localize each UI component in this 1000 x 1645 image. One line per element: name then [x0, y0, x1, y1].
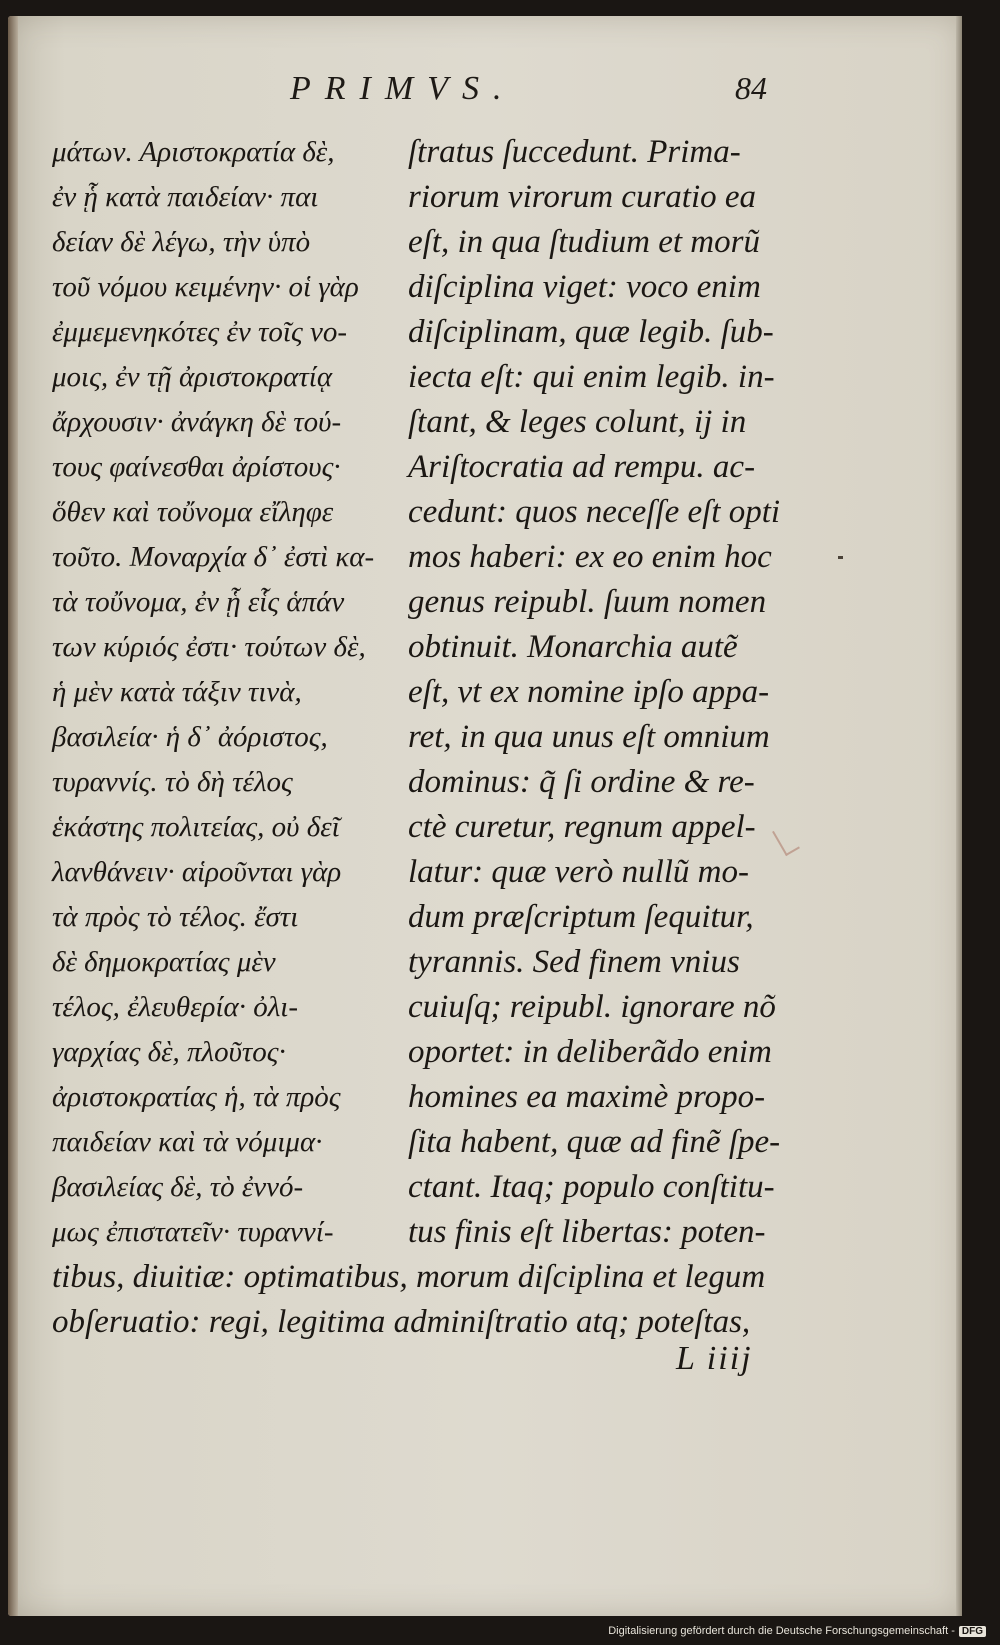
greek-text-line: δείαν δὲ λέγω, τὴν ὑπὸ — [52, 226, 311, 258]
latin-full-line: tibus, diuitiæ: optimatibus, morum diſciplina et legum — [52, 1259, 766, 1295]
latin-text-line: mos haberi: ex eo enim hoc — [408, 539, 772, 575]
greek-text-line: των κύριός ἐστι· τούτων δὲ, — [52, 631, 366, 663]
greek-text-line: τυραννίς. τὸ δὴ τέλος — [52, 766, 293, 798]
latin-full-line: obſeruatio: regi, legitima adminiſtratio atq; poteſtas, — [52, 1304, 751, 1340]
dfg-logo: DFG — [959, 1626, 986, 1637]
greek-text-line: βασιλεία· ἡ δ᾽ ἀόριστος, — [52, 721, 328, 753]
latin-text-line: oportet: in deliberãdo enim — [408, 1034, 772, 1070]
latin-text-line: cuiuſq; reipubl. ignorare nõ — [408, 989, 776, 1025]
latin-text-line: ſtant, & leges colunt, ij in — [408, 404, 747, 440]
greek-text-line: μάτων. Αριστοκρατία δὲ, — [52, 136, 335, 168]
greek-text-line: ἄρχουσιν· ἀνάγκη δὲ τού- — [52, 406, 342, 438]
greek-column — [52, 130, 402, 1255]
greek-text-line: λανθάνειν· αἱροῦνται γὰρ — [52, 856, 342, 888]
greek-text-line: δὲ δημοκρατίας μὲν — [52, 946, 276, 978]
latin-text-line: tyrannis. Sed finem vnius — [408, 944, 740, 980]
greek-text-line: ἑκάστης πολιτείας, οὐ δεῖ — [52, 811, 340, 843]
greek-text-line: τέλος, ἐλευθερία· ὀλι- — [52, 991, 299, 1023]
latin-text-line: cedunt: quos neceſſe eſt opti — [408, 494, 781, 530]
latin-text-line: obtinuit. Monarchia autẽ — [408, 629, 738, 665]
latin-text-line: ctant. Itaq; populo conſtitu- — [408, 1169, 775, 1205]
latin-text-line: ſita habent, quæ ad finẽ ſpe- — [408, 1124, 781, 1160]
latin-text-line: ſtratus ſuccedunt. Prima- — [408, 134, 741, 170]
running-head: PRIMVS. — [290, 70, 516, 107]
latin-text-line: ret, in qua unus eſt omnium — [408, 719, 770, 755]
full-width-lines — [52, 1255, 792, 1345]
folio-number: 84 — [735, 70, 767, 106]
page-fore-edge — [956, 16, 962, 1616]
greek-text-line: ὅθεν καὶ τοὔνομα εἴληφε — [52, 496, 334, 528]
latin-text-line: dominus: q̃ ſi ordine & re- — [408, 764, 755, 800]
latin-text-line: homines ea maximè propo- — [408, 1079, 766, 1115]
latin-column — [408, 130, 793, 1255]
latin-text-line: diſciplina viget: voco enim — [408, 269, 761, 305]
greek-text-line: ἡ μὲν κατὰ τάξιν τινὰ, — [52, 676, 302, 708]
latin-text-line: genus reipubl. ſuum nomen — [408, 584, 767, 620]
digitization-footer — [608, 1625, 986, 1637]
latin-text-line: ctè curetur, regnum appel- — [408, 809, 756, 845]
greek-text-line: ἐν ᾗ κατὰ παιδείαν· παι — [52, 181, 319, 213]
latin-text-line: eſt, vt ex nomine ipſo appa- — [408, 674, 770, 710]
latin-text-line: diſciplinam, quæ legib. ſub- — [408, 314, 774, 350]
page-spine-edge — [8, 16, 18, 1616]
greek-text-line: μοις, ἐν τῇ ἀριστοκρατίᾳ — [52, 361, 333, 393]
latin-text-line: tus finis eſt libertas: poten- — [408, 1214, 766, 1250]
greek-text-line: τοῦτο. Μοναρχία δ᾽ ἐστὶ κα- — [52, 541, 375, 573]
greek-text-line: τους φαίνεσθαι ἀρίστους· — [52, 451, 341, 483]
greek-text-line: τὰ τοὔνομα, ἐν ᾗ εἷς ἁπάν — [52, 586, 345, 618]
latin-text-line: Ariſtocratia ad rempu. ac- — [408, 449, 756, 485]
greek-text-line: παιδείαν καὶ τὰ νόμιμα· — [52, 1126, 323, 1158]
latin-text-line: latur: quæ verò nullũ mo- — [408, 854, 749, 890]
greek-text-line: βασιλείας δὲ, τὸ ἐννό- — [52, 1171, 304, 1203]
greek-text-line: μως ἐπιστατεῖν· τυραννί- — [52, 1216, 334, 1248]
latin-text-line: riorum virorum curatio ea — [408, 179, 757, 215]
footer-text: Digitalisierung gefördert durch die Deutsche Forschungsgemeinschaft - — [608, 1625, 955, 1637]
latin-text-line: dum præſcriptum ſequitur, — [408, 899, 754, 935]
greek-text-line: τοῦ νόμου κειμένην· οἱ γὰρ — [52, 271, 359, 303]
signature-mark: L iiij — [676, 1340, 753, 1377]
ink-speck — [838, 556, 843, 559]
latin-text-line: iecta eſt: qui enim legib. in- — [408, 359, 775, 395]
latin-text-line: eſt, in qua ſtudium et morũ — [408, 224, 760, 260]
greek-text-line: ἀριστοκρατίας ἡ, τὰ πρὸς — [52, 1081, 341, 1113]
greek-text-line: γαρχίας δὲ, πλοῦτος· — [52, 1036, 286, 1068]
greek-text-line: τὰ πρὸς τὸ τέλος. ἔστι — [52, 901, 299, 933]
greek-text-line: ἐμμεμενηκότες ἐν τοῖς νο- — [52, 316, 347, 348]
